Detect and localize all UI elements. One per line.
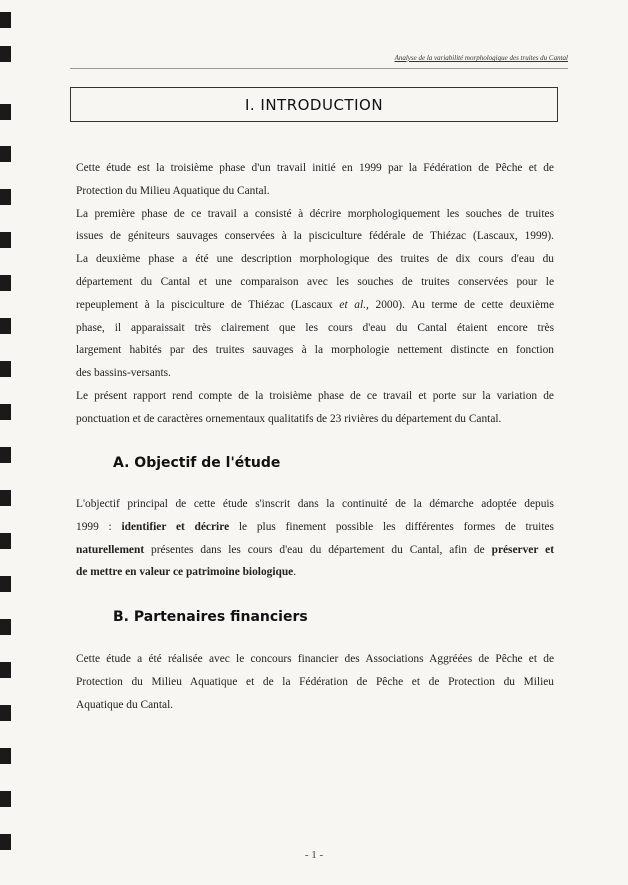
page-number: - 1 -: [304, 849, 324, 861]
binding-holes: [0, 0, 14, 885]
intro-line: département du Cantal et une comparaison avec les souches de truites conservées pour le: [76, 275, 554, 288]
section-b-line: Protection du Milieu Aquatique et de la Fédération de Pêche et de Protection du Milieu: [76, 675, 554, 688]
binding-hole: [0, 662, 11, 678]
text-run: le plus finement possible les différentes formes de truites: [229, 520, 554, 533]
binding-hole: [0, 791, 11, 807]
intro-line: La deuxième phase a été une description morphologique des truites de dix cours d'eau du: [76, 253, 554, 266]
binding-hole: [0, 275, 11, 291]
binding-hole: [0, 705, 11, 721]
binding-hole: [0, 318, 11, 334]
section-b-text: [76, 648, 554, 716]
binding-hole: [0, 12, 11, 28]
text-run: présentes dans les cours d'eau du département du Cantal, afin de: [144, 543, 492, 556]
intro-line: phase, il apparaissait très clairement que les cours d'eau du Cantal étaient encore très: [76, 321, 554, 334]
text-run: 2000). Au terme de cette deuxième: [368, 298, 555, 311]
section-b-title: B. Partenaires financiers: [113, 609, 308, 625]
binding-hole: [0, 46, 11, 62]
section-a-title: A. Objectif de l'étude: [113, 455, 281, 471]
intro-line: Protection du Milieu Aquatique du Cantal.: [76, 184, 270, 197]
binding-hole: [0, 104, 11, 120]
page-title: I. INTRODUCTION: [244, 95, 384, 114]
running-header: Analyse de la variabilité morphologique des truites du Cantal: [394, 54, 568, 62]
bold-run: naturellement: [76, 543, 145, 556]
intro-line: [76, 294, 554, 317]
binding-hole: [0, 361, 11, 377]
binding-hole: [0, 232, 11, 248]
binding-hole: [0, 619, 11, 635]
binding-hole: [0, 490, 11, 506]
intro-line: La première phase de ce travail a consisté à décrire morphologiquement les souches de truites: [76, 207, 554, 220]
intro-line: ponctuation et de caractères ornementaux qualitatifs de 23 rivières du département du Cantal.: [76, 412, 502, 425]
binding-hole: [0, 146, 11, 162]
section-a-text: [76, 493, 554, 584]
title-box: [70, 87, 558, 122]
intro-line: issues de géniteurs sauvages conservées à la pisciculture fédérale de Thiézac (Lascaux, 1999).: [76, 230, 554, 243]
binding-hole: [0, 404, 11, 420]
section-b-line: Cette étude a été réalisée avec le concours financier des Associations Aggréées de Pêche et de: [76, 653, 554, 665]
binding-hole: [0, 576, 11, 592]
binding-hole: [0, 533, 11, 549]
text-run: .: [293, 566, 297, 579]
italic-citation: et al.,: [339, 298, 369, 311]
section-a-line: [76, 539, 554, 562]
bold-run: de mettre en valeur ce patrimoine biologique: [76, 566, 294, 579]
bold-run: préserver et: [491, 543, 554, 556]
intro-text: [76, 157, 554, 431]
binding-hole: [0, 189, 11, 205]
bold-run: identifier et décrire: [121, 520, 230, 533]
intro-line: des bassins-versants.: [76, 367, 171, 380]
binding-hole: [0, 834, 11, 850]
section-b-line: Aquatique du Cantal.: [76, 698, 174, 711]
binding-hole: [0, 447, 11, 463]
intro-line: largement habités par des truites sauvages à la morphologie nettement distincte en fonction: [76, 344, 554, 357]
intro-line: Cette étude est la troisième phase d'un travail initié en 1999 par la Fédération de Pêche et de: [76, 162, 554, 174]
text-run: repeuplement à la pisciculture de Thiézac (Lascaux: [76, 298, 340, 311]
section-a-line: [76, 516, 554, 539]
intro-line: Le présent rapport rend compte de la troisième phase de ce travail et porte sur la variation de: [76, 389, 554, 402]
text-run: 1999 :: [76, 520, 122, 533]
binding-hole: [0, 748, 11, 764]
header-rule: [70, 68, 568, 69]
section-a-line: [76, 561, 554, 584]
section-a-line: L'objectif principal de cette étude s'inscrit dans la continuité de la démarche adoptée depuis: [76, 498, 554, 510]
